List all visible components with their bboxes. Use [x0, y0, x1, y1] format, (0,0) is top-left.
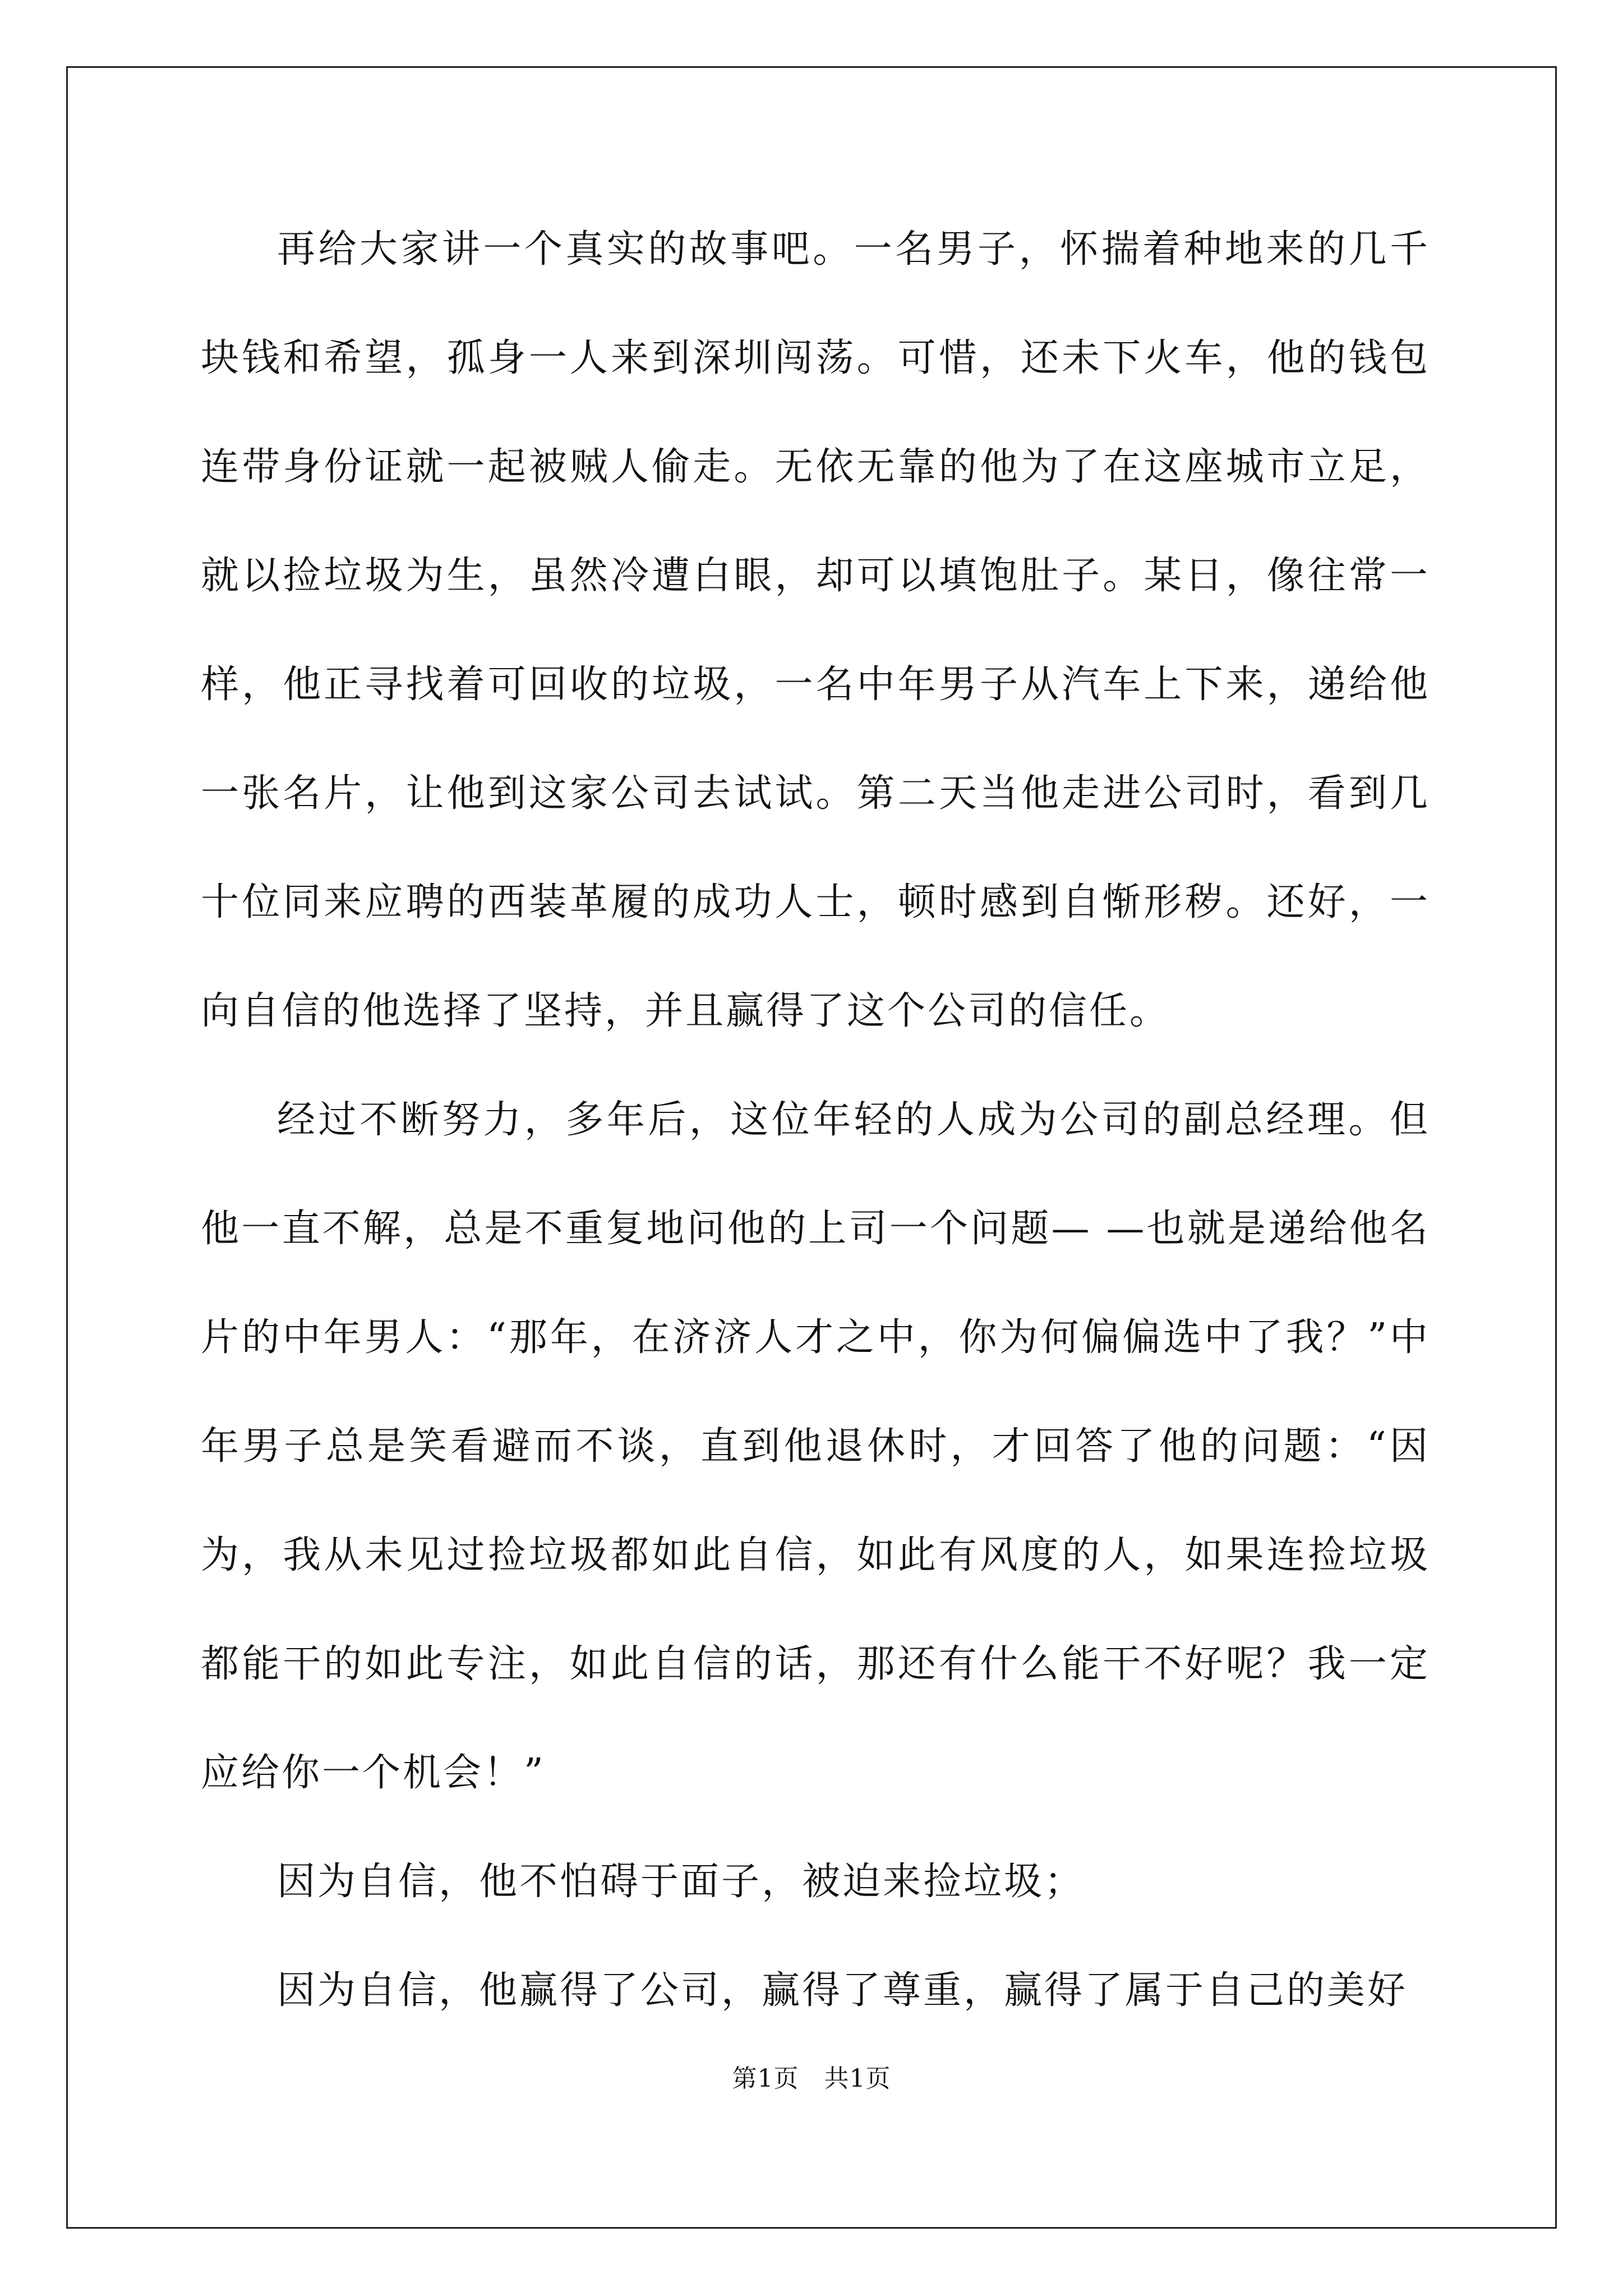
paragraph-4: 因为自信，他赢得了公司，赢得了尊重，赢得了属于自己的美好	[277, 1968, 1408, 2013]
page-number-footer: 第1页 共1页	[732, 2064, 891, 2093]
paragraph-1: 再给大家讲一个真实的故事吧。一名男子，怀揣着种地来的几千块钱和希望，孤身一人来到深圳闯荡。可惜，还未下火车，他的钱包连带身份证就一起被贼人偷走。无依无靠的他为了在这座城市立足，就以捡垃圾为生，虽然冷遭白眼，却可以填饱肚子。某日，像往常一样，他正寻找着可回收的垃圾，一名中年男子从汽车上下来，递给他一张名片，让他到这家公司去试试。第二天当他走进公司时，看到几十位同来应聘的西装革履的成功人士，顿时感到自惭形秽。还好，一向自信的他选择了坚持，并且赢得了这个公司的信任。	[201, 227, 1430, 1033]
paragraph-2: 经过不断努力，多年后，这位年轻的人成为公司的副总经理。但他一直不解，总是不重复地问他的上司一个问题— —也就是递给他名片的中年男人：“那年，在济济人才之中，你为何偏偏选中了我？”中年男子总是笑看避而不谈，直到他退休时，才回答了他的问题：“因为，我从未见过捡垃圾都如此自信，如此有风度的人，如果连捡垃圾都能干的如此专注，如此自信的话，那还有什么能干不好呢？我一定应给你一个机会！”	[201, 1098, 1430, 1795]
document-body	[201, 195, 1430, 2045]
paragraph-3: 因为自信，他不怕碍于面子，被迫来捡垃圾；	[277, 1860, 1085, 1904]
